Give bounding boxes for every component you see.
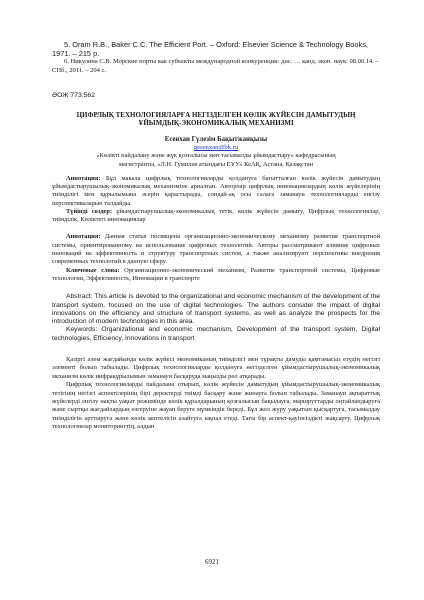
title-line-1: ЦИФРЛЫҚ ТЕХНОЛОГИЯЛАРҒА НЕГІЗДЕЛГЕН КӨЛІК ЖҮЙЕСІН ДАМЫТУДЫҢ bbox=[76, 110, 356, 119]
author-email-link[interactable]: gesenxan@bk.ru bbox=[193, 144, 239, 151]
ru-keywords-text: Организационно-экономический механизм, Развитие транспортной системы, Цифровые технологии, Эффективность, Инновации в транспорте bbox=[52, 266, 380, 282]
ru-abstract-text: Данная статья посвящена организационно-экономическому механизму развития транспортной системы, ориентированному на использование цифровых технологий. Авторы рассматривают влияние цифровых инноваций на эффективность и структуру транспортных систем, а также анализируют перспективы внедрения современных технологий в данную сферу. bbox=[52, 233, 380, 266]
body-paragraph-2: Цифрлық технологияларды пайдалана отырып, көлік жүйесін дамытудың ұйымдастырушылық-экономикалық тетігінің негізгі аспектілерінің бірі деректерді тиімді басқару және жинауға болып табылады. Заманауи ақпараттық жүйелерді енгізу нақты уақыт режимінде көлік құралдарының қозғалысын бақылауға, маршруттарды оңтайландыруға және сыртқы жағдайлардың өзгеруіне жауап беруге мүмкіндік береді. Бұл жол жүру уақытын қысқартуға, тасымалдау тиімділігін арттыруға және көлік кептелісін азайтуға ықпал етеді. Тағы бір аспект-қауіпсіздікті жақсарту. Цифрлық технологиялар мониторингтің, алдын bbox=[52, 381, 380, 431]
author-affiliation bbox=[52, 152, 380, 168]
kk-keywords bbox=[52, 208, 380, 225]
kk-keywords-text: ұйымдастырушылық-экономикалық тетік, көлік жүйесін дамыту, Цифрлық технологиялар, тиімділік, Көліктегі инновациялар bbox=[52, 207, 380, 224]
reference-5: 5. Oram R.B., Baker C.C. The Efficient Port. – Oxford: Elsevier Science & Technology Books, 1971. – 215 p. bbox=[52, 40, 368, 59]
ru-abstract-label: Аннотация: bbox=[66, 233, 101, 241]
title-line-2: ҰЙЫМДЫҚ-ЭКОНОМИКАЛЫҚ МЕХАНИЗМІ bbox=[138, 119, 294, 128]
kk-abstract-label: Аннотация: bbox=[66, 174, 101, 182]
affiliation-line-2: магистранты, «Л.Н. Гумилев атындағы ЕҰУ» КеАҚ, Астана, Қазақстан bbox=[118, 160, 314, 168]
page-number: 6921 bbox=[205, 558, 219, 566]
ru-keywords bbox=[52, 267, 380, 284]
kk-abstract-text: Бұл макала цифрлық технологияларды қолдануға бағытталған көлік жүйесін дамытудың ұйымдастырушылық-экономикалық механизміне арналған. Авторлар цифрлық инновациялардың көлік жүйелерінің тиімділігі мен құрылымына әсерін қарастырады, сондай-ақ осы салаға заманауи технологияларды енгізу перспективаларын талдайды. bbox=[52, 174, 380, 207]
article-title bbox=[52, 111, 380, 128]
reference-6: 6. Никулина С.В. Морские порты как субъекты международной конкуренции: дис. … канд. экон. наук: 08.00.14. – СПб., 2011. – 204 с. bbox=[52, 58, 379, 74]
en-abstract: Abstract: This article is devoted to the organizational and economic mechanism of the development of the transport system, focused on the use of digital technologies. The authors consider the impact of digital innovations on the efficiency and structure of transport systems, as well as analyze the prospects for the introduction of modern technologies in this area. bbox=[52, 293, 380, 326]
udk-code: ӘОЖ 773.562 bbox=[52, 92, 95, 100]
body-paragraph-1: Қазіргі әлем жағдайында көлік жүйесі экономиканың тиімділігі мен тұрақты дамуды қамтамасыз етудің негізгі элементі болып табылады. Цифрлық технологияларды қолдануға негізделген ұйымдастырушылық-экономикалық механизм көлік инфрақұрылымын заманауи басқаруда маңызды рөл атқарады. bbox=[52, 356, 380, 380]
ru-keywords-label: Ключевые слова: bbox=[66, 266, 120, 274]
ru-abstract bbox=[52, 233, 380, 266]
affiliation-line-1: «Көлікті пайдалану және жүк қозғалысы мен тасымалды ұйымдастыру» кафедрасының bbox=[96, 152, 336, 160]
kk-keywords-label: Түйінді сөздер: bbox=[66, 207, 113, 215]
author-name: Есенхан Гүлезім Бақытжанқызы bbox=[164, 135, 268, 143]
en-keywords: Keywords: Organizational and economic mechanism, Development of the transport system, Digital technologies, Efficiency, Innovations in transport bbox=[52, 326, 380, 342]
kk-abstract bbox=[52, 175, 380, 208]
